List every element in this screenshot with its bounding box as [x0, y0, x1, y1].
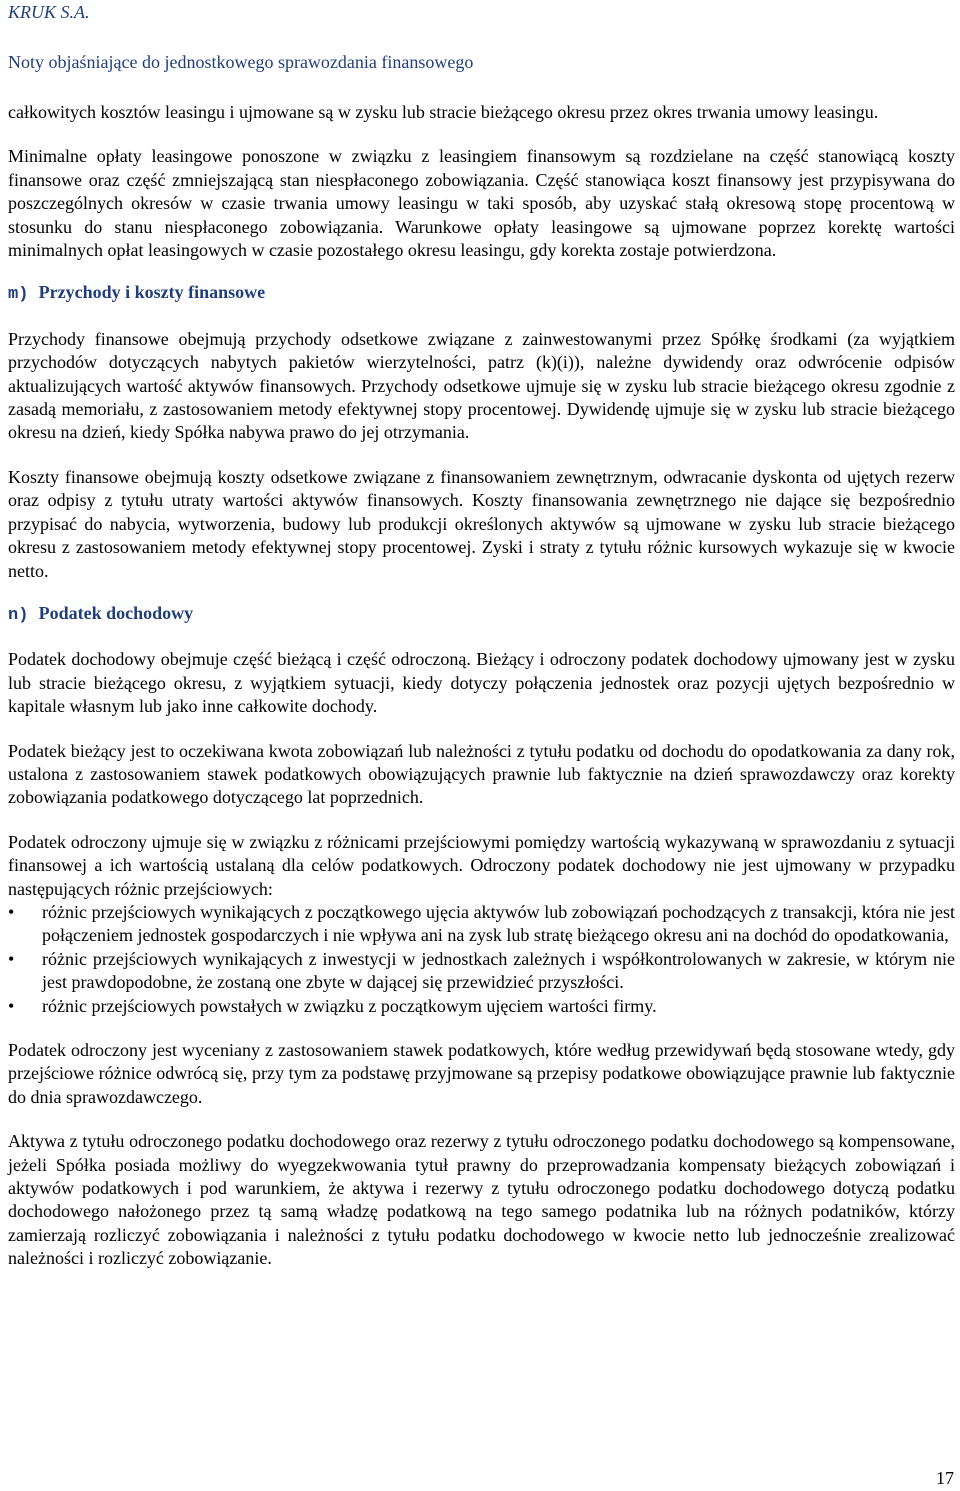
list-item [8, 995, 955, 1018]
paragraph-deferred-tax-valuation: Podatek odroczony jest wyceniany z zastosowaniem stawek podatkowych, które według przewidywań będą stosowane wtedy, gdy przejściowe różnice odwrócą się, przy tym za podstawę przyjmowane są przepisy podatkowe obowiązujące prawnie lub faktycznie do dnia sprawozdawczego. [8, 1040, 955, 1107]
list-item-text: różnic przejściowych powstałych w związku z początkowym ujęciem wartości firmy. [42, 995, 657, 1016]
bullet-icon: • [8, 995, 15, 1016]
body-content [8, 101, 955, 1271]
paragraph-income-tax: Podatek dochodowy obejmuje część bieżącą i część odroczoną. Bieżący i odroczony podatek dochodowy ujmowany jest w zysku lub stracie bieżącego okresu, z wyjątkiem sytuacji, kiedy dotyczy połączenia jednostek oraz pozycji ujętych bezpośrednio w kapitale własnym lub jako inne całkowite dochody. [8, 649, 955, 717]
bullet-icon: • [8, 901, 15, 922]
section-heading-m [8, 281, 955, 306]
section-label-m: m) [8, 285, 29, 305]
list-item-text: różnic przejściowych wynikających z inwestycji w jednostkach zależnych i współkontrolowanych w zakresie, w którym nie jest prawdopodobne, że zostaną one zbyte w dającej się przewidzieć przyszłości. [42, 948, 955, 993]
paragraph-financial-costs: Koszty finansowe obejmują koszty odsetkowe związane z finansowaniem zewnętrznym, odwracanie dyskonta od ujętych rezerw oraz odpisy z tytułu utraty wartości aktywów finansowych. Koszty finansowania zewnętrznego nie dające się bezpośrednio przypisać do nabycia, wytworzenia, budowy lub produkcji określonych aktywów są ujmowane w zysku lub stracie bieżącego okresu z zastosowaniem metody efektywnej stopy procentowej. Zyski i straty z tytułu różnic kursowych wykazuje się w kwocie netto. [8, 466, 955, 581]
paragraph-tax-offsetting: Aktywa z tytułu odroczonego podatku dochodowego oraz rezerwy z tytułu odroczonego podatku dochodowego są kompensowane, jeżeli Spółka posiada możliwy do wyegzekwowania tytuł prawny do przeprowadzania kompensaty bieżących zobowiązań i aktywów podatkowych i pod warunkiem, że aktywa i rezerwy z tytułu odroczonego podatku dochodowego dotyczą podatku dochodowego nałożonego przez tą samą władzę podatkową na tego samego podatnika lub na różnych podatników, którzy zamierzają rozliczyć zobowiązania i należności z tytułu podatku dochodowego w kwocie netto lub jednocześnie zrealizować należności i rozliczyć zobowiązanie. [8, 1131, 955, 1269]
section-label-n: n) [8, 605, 29, 625]
bullet-icon: • [8, 948, 15, 969]
paragraph-financial-income: Przychody finansowe obejmują przychody odsetkowe związane z zainwestowanymi przez Spółkę środkami (za wyjątkiem przychodów dotyczących nabytych pakietów wierzytelności, patrz (k)(i)), należne dywidendy oraz odwrócenie odpisów aktualizujących wartość aktywów finansowych. Przychody odsetkowe ujmuje się w zysku lub stracie bieżącego okresu zgodnie z zasadą memoriału, z zastosowaniem metody efektywnej stopy procentowej. Dywidendę ujmuje się w zysku lub stracie bieżącego okresu na dzień, kiedy Spółka nabywa prawo do jej otrzymania. [8, 328, 955, 443]
paragraph-current-tax: Podatek bieżący jest to oczekiwana kwota zobowiązań lub należności z tytułu podatku od dochodu do opodatkowania za dany rok, ustalona z zastosowaniem stawek podatkowych obowiązujących prawnie lub faktycznie na dzień sprawozdawczy oraz korekty zobowiązania podatkowego dotyczącego lat poprzednich. [8, 740, 955, 808]
list-item [8, 901, 955, 948]
company-name: KRUK S.A. [8, 2, 90, 22]
paragraph-leasing-end: całkowitych kosztów leasingu i ujmowane są w zysku lub stracie bieżącego okresu przez okres trwania umowy leasingu. [8, 102, 879, 122]
document-title: Noty objaśniające do jednostkowego sprawozdania finansowego [8, 52, 474, 72]
page-number: 17 [936, 1468, 954, 1488]
bullet-list [8, 901, 955, 1018]
paragraph-deferred-tax: Podatek odroczony ujmuje się w związku z różnicami przejściowymi pomiędzy wartością wykazywaną w sprawozdaniu z sytuacji finansowej a ich wartością ustalaną dla celów podatkowych. Odroczony podatek dochodowy nie jest ujmowany w przypadku następujących różnic przejściowych: [8, 831, 955, 899]
section-title-m: Przychody i koszty finansowe [38, 282, 266, 303]
list-item-text: różnic przejściowych wynikających z początkowego ujęcia aktywów lub zobowiązań pochodzących z transakcji, która nie jest połączeniem jednostek gospodarczych i nie wpływa ani na zysk lub stratę bieżącego okresu ani na dochód do opodatkowania, [42, 901, 955, 946]
section-title-n: Podatek dochodowy [38, 602, 194, 623]
section-heading-n [8, 602, 955, 627]
paragraph-leasing-payments: Minimalne opłaty leasingowe ponoszone w związku z leasingiem finansowym są rozdzielane na część stanowiącą koszty finansowe oraz część zmniejszającą stan niespłaconego zobowiązania. Część stanowiąca koszt finansowy jest przypisywana do poszczególnych okresów w czasie trwania umowy leasingu w taki sposób, aby uzyskać stałą okresową stopę procentową w stosunku do stanu niespłaconego zobowiązania. Warunkowe opłaty leasingowe są ujmowane poprzez korektę wartości minimalnych opłat leasingowych w czasie pozostałego okresu leasingu, gdy korekta zostaje potwierdzona. [8, 146, 955, 261]
list-item [8, 948, 955, 995]
